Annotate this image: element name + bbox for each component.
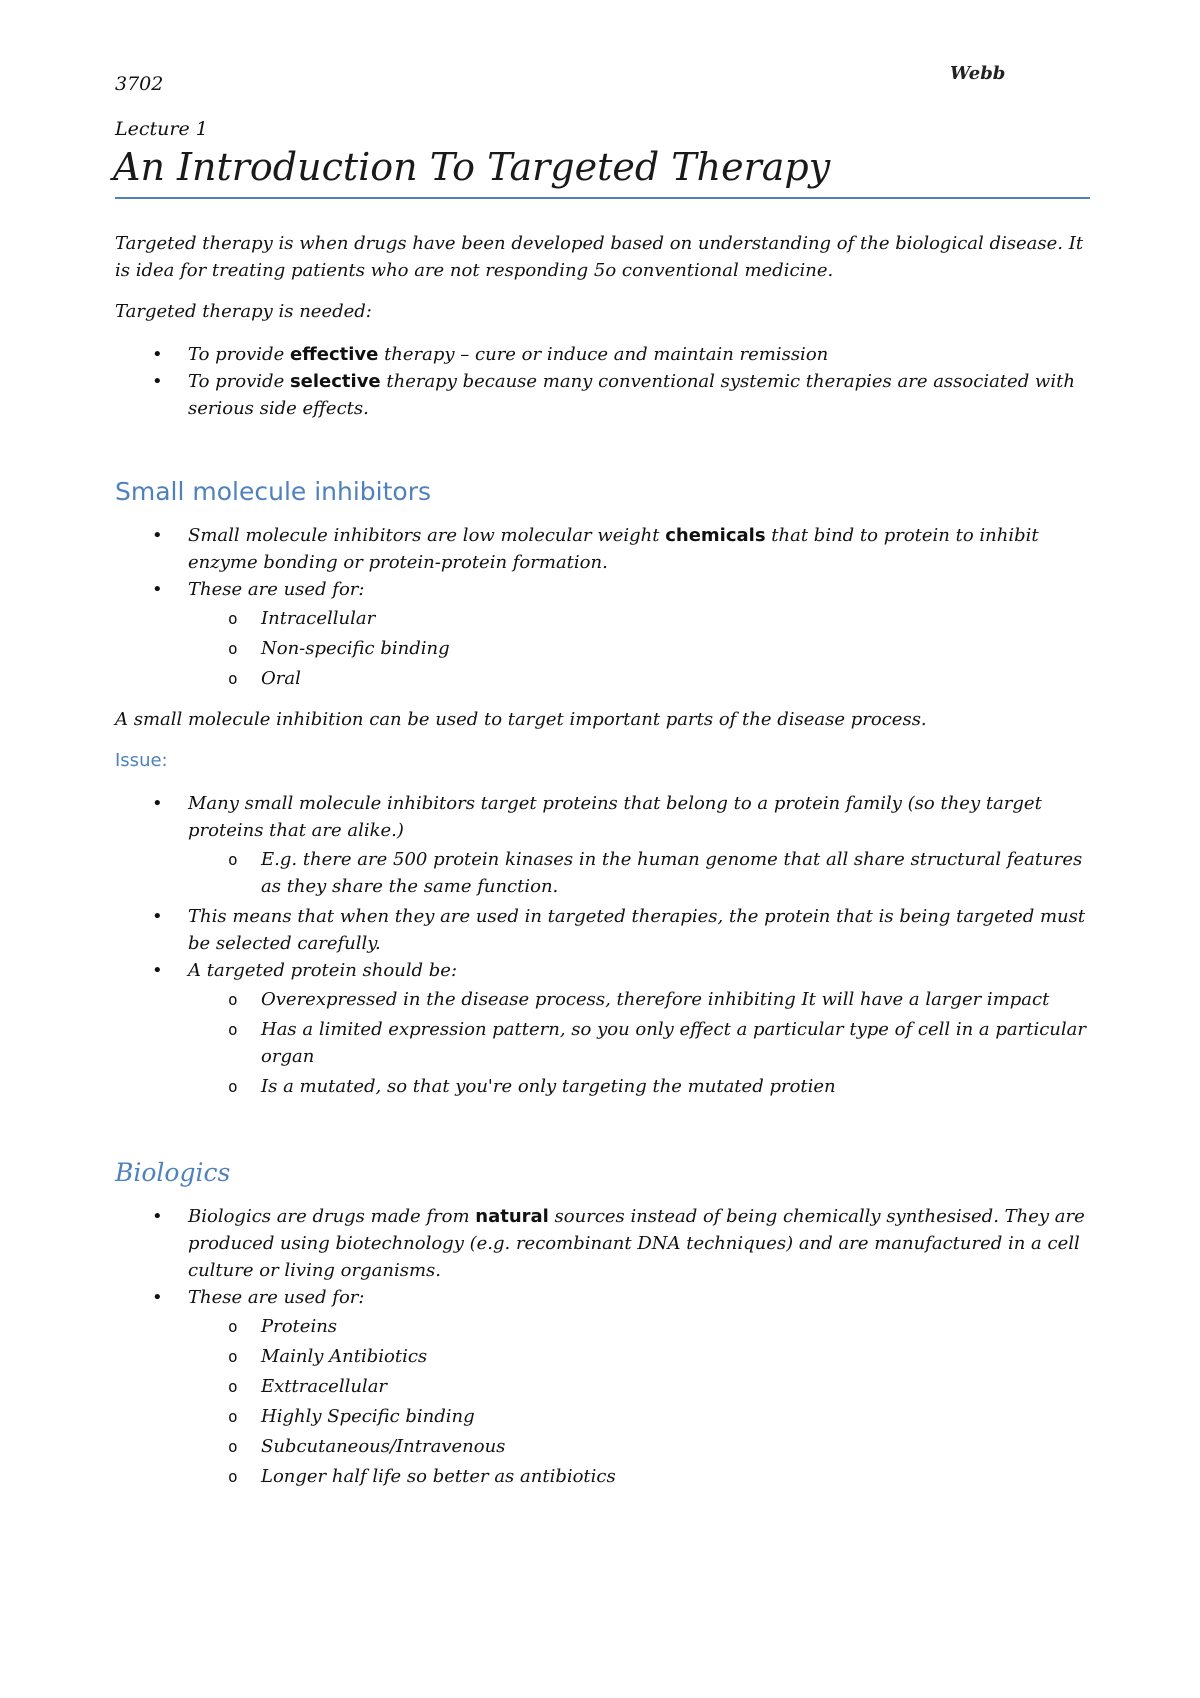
sub-list-item: o Overexpressed in the disease process, therefore inhibiting It will have a larger impact [188, 986, 1090, 1013]
list-item: • To provide effective therapy – cure or induce and maintain remission [115, 341, 1090, 368]
course-code: 3702 [115, 73, 164, 95]
sub-list-item: o Exttracellular [188, 1373, 1090, 1400]
document-body [115, 230, 1090, 1493]
bold-term: selective [289, 371, 381, 392]
sub-list-item: o Highly Specific binding [188, 1403, 1090, 1430]
page-title: An Introduction To Targeted Therapy [113, 145, 831, 189]
sub-list-item: o Intracellular [188, 605, 1090, 632]
bold-term: chemicals [665, 525, 766, 546]
needed-list [115, 341, 1090, 422]
sub-list [188, 605, 1090, 692]
small-molecule-summary: A small molecule inhibition can be used to target important parts of the disease process. [115, 709, 927, 730]
sub-list [188, 986, 1090, 1100]
sub-list [188, 1313, 1090, 1490]
list-item: • Small molecule inhibitors are low molecular weight chemicals that bind to protein to inhibit enzyme bonding or protein-protein formation. [115, 522, 1090, 576]
heading-biologics: Biologics [115, 1158, 231, 1187]
title-underline [115, 197, 1090, 199]
list-item: • Many small molecule inhibitors target proteins that belong to a protein family (so they target proteins that are alike.) o E.g. there are 500 protein kinases in the human genome that all share structural features as they share the same function. [115, 790, 1090, 900]
bold-term: natural [475, 1206, 549, 1227]
sub-list-item: o E.g. there are 500 protein kinases in the human genome that all share structural features as they share the same function. [188, 846, 1090, 900]
lecture-label: Lecture 1 [115, 118, 208, 140]
small-molecule-list [115, 522, 1090, 692]
needed-label: Targeted therapy is needed: [115, 301, 372, 322]
sub-list-item: o Subcutaneous/Intravenous [188, 1433, 1090, 1460]
list-item: • To provide selective therapy because many conventional systemic therapies are associated with serious side effects. [115, 368, 1090, 422]
sub-list [188, 846, 1090, 900]
list-item: • This means that when they are used in targeted therapies, the protein that is being targeted must be selected carefully. [115, 903, 1090, 957]
list-item: • A targeted protein should be: o Overexpressed in the disease process, therefore inhibiting It will have a larger impact o Has a limited expression pattern, so you only effect a particular type of cell in a particular organ o Is a mutated, so that you're only targeting the mutated protien [115, 957, 1090, 1100]
issue-list [115, 790, 1090, 1100]
sub-list-item: o Non-specific binding [188, 635, 1090, 662]
bold-term: effective [289, 344, 379, 365]
issue-label: Issue: [115, 750, 168, 771]
list-item: • Biologics are drugs made from natural sources instead of being chemically synthesised. They are produced using biotechnology (e.g. recombinant DNA techniques) and are manufactured in a cell culture or living organisms. [115, 1203, 1090, 1284]
intro-paragraph: Targeted therapy is when drugs have been developed based on understanding of the biological disease. It is idea for treating patients who are not responding 5o conventional medicine. [115, 233, 1084, 281]
biologics-list [115, 1203, 1090, 1490]
sub-list-item: o Is a mutated, so that you're only targeting the mutated protien [188, 1073, 1090, 1100]
sub-list-item: o Oral [188, 665, 1090, 692]
sub-list-item: o Mainly Antibiotics [188, 1343, 1090, 1370]
list-item: • These are used for: o Proteins o Mainly Antibiotics o Exttracellular o Highly Specific binding o Subcutaneous/Intravenous o Longer half life so better as antibiotics [115, 1284, 1090, 1490]
author-name: Webb [950, 63, 1006, 84]
sub-list-item: o Proteins [188, 1313, 1090, 1340]
heading-small-molecule: Small molecule inhibitors [115, 477, 432, 506]
sub-list-item: o Longer half life so better as antibiotics [188, 1463, 1090, 1490]
list-item: • These are used for: o Intracellular o Non-specific binding o Oral [115, 576, 1090, 692]
sub-list-item: o Has a limited expression pattern, so you only effect a particular type of cell in a particular organ [188, 1016, 1090, 1070]
